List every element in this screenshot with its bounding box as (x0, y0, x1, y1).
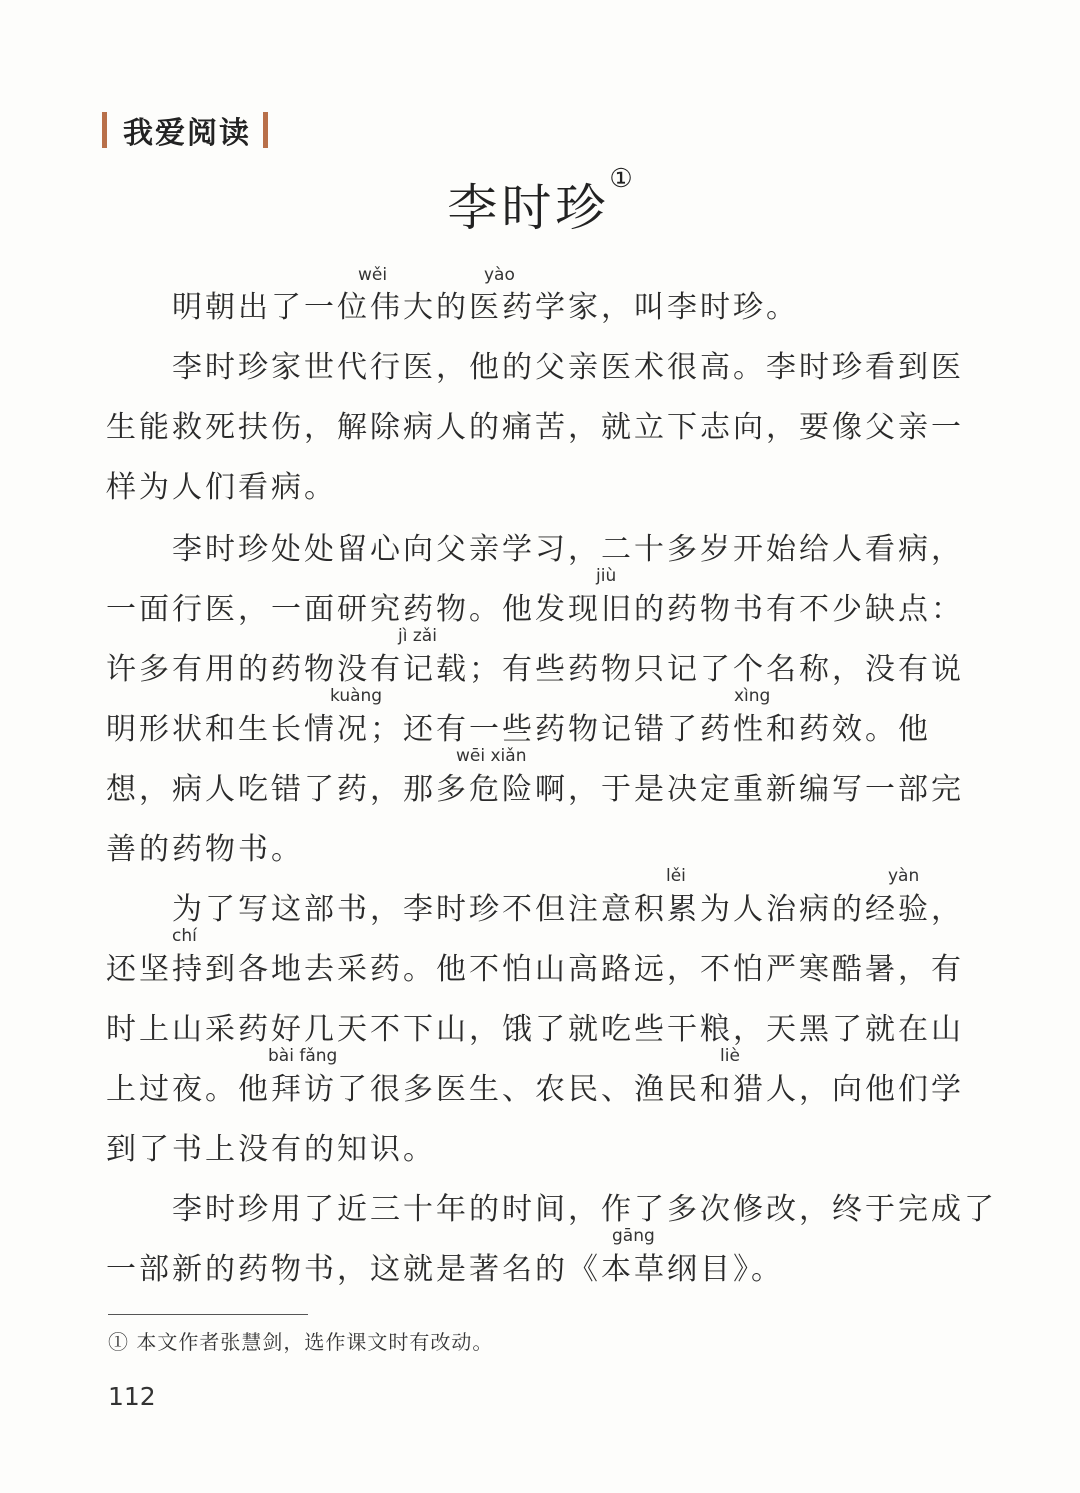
line-text: 一部新的药物书，这就是著名的《本草纲目》。 (106, 1252, 784, 1287)
pinyin-weixian: wēi xiǎn (456, 746, 527, 766)
tag-bar-right (263, 112, 268, 148)
pinyin-wei: wěi (358, 265, 388, 285)
pinyin-yao: yào (484, 265, 515, 285)
line-text: 上过夜。他拜访了很多医生、农民、渔民和猎人，向他们学 (106, 1072, 964, 1107)
text-line (0, 270, 1080, 332)
line-text: 李时珍处处留心向父亲学习，二十多岁开始给人看病， (172, 532, 964, 567)
text-line (0, 992, 1080, 1054)
line-text: 样为人们看病。 (106, 470, 337, 505)
text-line (0, 572, 1080, 634)
pinyin-yan: yàn (888, 866, 920, 886)
pinyin-lei: lěi (666, 866, 686, 886)
pinyin-chi: chí (172, 926, 197, 946)
footnote: ① 本文作者张慧剑，选作课文时有改动。 (108, 1330, 494, 1354)
pinyin-jiu: jiù (596, 566, 617, 586)
section-tag (102, 110, 268, 150)
line-text: 许多有用的药物没有记载；有些药物只记了个名称，没有说 (106, 652, 964, 687)
pinyin-kuang: kuàng (330, 686, 383, 706)
pinyin-baifang: bài fǎng (268, 1046, 338, 1066)
line-text: 李时珍用了近三十年的时间，作了多次修改，终于完成了 (172, 1192, 997, 1227)
section-label: 我爱阅读 (123, 116, 251, 151)
line-text: 到了书上没有的知识。 (106, 1132, 436, 1167)
text-line (0, 812, 1080, 874)
line-text: 想，病人吃错了药，那多危险啊，于是决定重新编写一部完 (106, 772, 964, 807)
line-text: 明朝出了一位伟大的医药学家，叫李时珍。 (172, 290, 799, 325)
text-line (0, 932, 1080, 994)
lesson-title: 李时珍 (447, 179, 610, 237)
text-line (0, 512, 1080, 574)
text-line (0, 1172, 1080, 1234)
line-text: 时上山采药好几天不下山，饿了就吃些干粮，天黑了就在山 (106, 1012, 964, 1047)
line-text: 明形状和生长情况；还有一些药物记错了药性和药效。他 (106, 712, 931, 747)
line-text: 还坚持到各地去采药。他不怕山高路远，不怕严寒酷暑，有 (106, 952, 964, 987)
line-text: 为了写这部书，李时珍不但注意积累为人治病的经验， (172, 892, 964, 927)
text-line (0, 1052, 1080, 1114)
pinyin-xing: xìng (734, 686, 771, 706)
pinyin-lie: liè (720, 1046, 740, 1066)
text-line (0, 390, 1080, 452)
lesson-title-block (0, 164, 1080, 240)
title-footnote-marker: ① (609, 164, 633, 194)
page-number: 112 (108, 1382, 156, 1411)
pinyin-jizai: jì zǎi (398, 626, 437, 646)
text-line (0, 450, 1080, 512)
pinyin-gang: gāng (612, 1226, 655, 1246)
text-line (0, 752, 1080, 814)
text-line (0, 632, 1080, 694)
text-line (0, 1112, 1080, 1174)
footnote-divider (108, 1314, 308, 1315)
line-text: 李时珍家世代行医，他的父亲医术很高。李时珍看到医 (172, 350, 964, 385)
line-text: 生能救死扶伤，解除病人的痛苦，就立下志向，要像父亲一 (106, 410, 964, 445)
line-text: 一面行医，一面研究药物。他发现旧的药物书有不少缺点： (106, 592, 964, 627)
text-line (0, 692, 1080, 754)
text-line (0, 330, 1080, 392)
line-text: 善的药物书。 (106, 832, 304, 867)
text-line (0, 1232, 1080, 1294)
